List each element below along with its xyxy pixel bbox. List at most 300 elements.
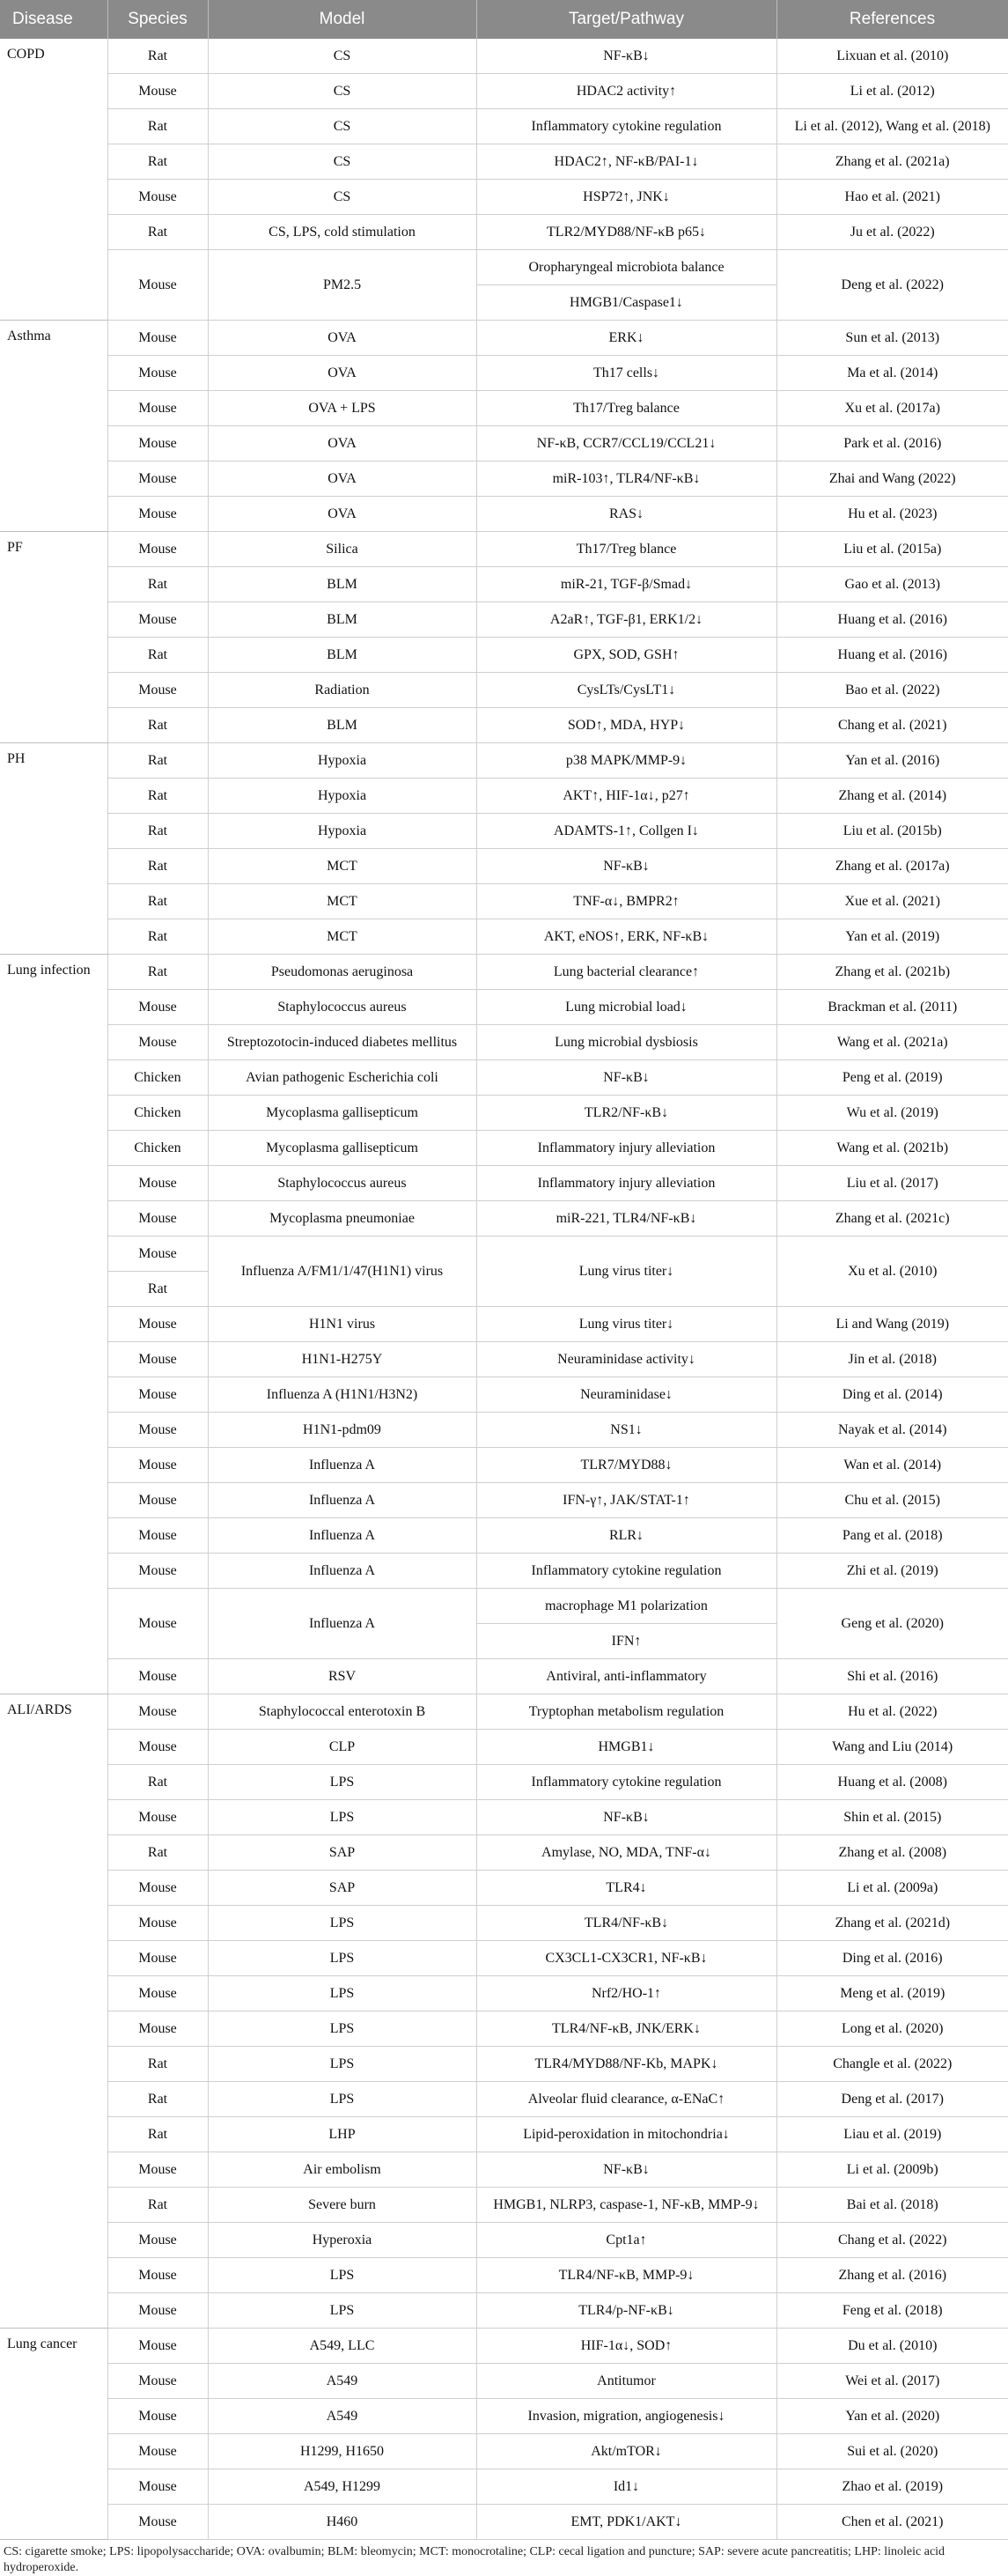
reference-cell: Zhang et al. (2014) — [776, 779, 1008, 814]
model-cell: Avian pathogenic Escherichia coli — [208, 1060, 476, 1096]
species-cell: Rat — [107, 2188, 208, 2223]
table-row — [0, 743, 1008, 779]
table-row — [0, 2188, 1008, 2223]
target-cell: HMGB1, NLRP3, caspase-1, NF-κB, MMP-9↓ — [476, 2188, 776, 2223]
table-row — [0, 532, 1008, 567]
model-cell: LPS — [208, 1941, 476, 1976]
table-row — [0, 391, 1008, 426]
species-cell: Mouse — [107, 1694, 208, 1730]
table-row — [0, 2469, 1008, 2505]
target-cell: HDAC2 activity↑ — [476, 74, 776, 109]
target-cell: IFN↑ — [476, 1624, 776, 1659]
target-cell: TLR4/NF-κB, JNK/ERK↓ — [476, 2011, 776, 2047]
model-cell: MCT — [208, 884, 476, 919]
target-cell: Neuraminidase↓ — [476, 1377, 776, 1413]
table-row — [0, 426, 1008, 461]
reference-cell: Meng et al. (2019) — [776, 1976, 1008, 2011]
reference-cell: Zhang et al. (2021a) — [776, 144, 1008, 180]
reference-cell: Chang et al. (2022) — [776, 2223, 1008, 2258]
target-cell: HMGB1/Caspase1↓ — [476, 285, 776, 321]
species-cell: Rat — [107, 215, 208, 250]
model-cell: BLM — [208, 602, 476, 638]
model-cell: CLP — [208, 1730, 476, 1765]
target-cell: EMT, PDK1/AKT↓ — [476, 2505, 776, 2540]
reference-cell: Zhao et al. (2019) — [776, 2469, 1008, 2505]
target-cell: A2aR↑, TGF-β1, ERK1/2↓ — [476, 602, 776, 638]
reference-cell: Shi et al. (2016) — [776, 1659, 1008, 1694]
target-cell: ERK↓ — [476, 321, 776, 356]
target-cell: Th17/Treg balance — [476, 391, 776, 426]
target-cell: NF-κB↓ — [476, 1800, 776, 1835]
model-cell: LPS — [208, 2082, 476, 2117]
target-cell: NF-κB↓ — [476, 2152, 776, 2188]
target-cell: Alveolar fluid clearance, α-ENaC↑ — [476, 2082, 776, 2117]
reference-cell: Zhang et al. (2017a) — [776, 849, 1008, 884]
table-row — [0, 2011, 1008, 2047]
reference-cell: Hu et al. (2023) — [776, 497, 1008, 532]
reference-cell: Li et al. (2009b) — [776, 2152, 1008, 2188]
reference-cell: Shin et al. (2015) — [776, 1800, 1008, 1835]
reference-cell: Huang et al. (2008) — [776, 1765, 1008, 1800]
species-cell: Rat — [107, 814, 208, 849]
species-cell: Mouse — [107, 2152, 208, 2188]
reference-cell: Zhang et al. (2021d) — [776, 1906, 1008, 1941]
species-cell: Mouse — [107, 1166, 208, 1201]
model-cell: H1299, H1650 — [208, 2434, 476, 2469]
species-cell: Mouse — [107, 1941, 208, 1976]
model-cell: Mycoplasma gallisepticum — [208, 1131, 476, 1166]
model-cell: Staphylococcal enterotoxin B — [208, 1694, 476, 1730]
target-cell: Inflammatory cytokine regulation — [476, 109, 776, 144]
species-cell: Mouse — [107, 1307, 208, 1342]
model-cell: Air embolism — [208, 2152, 476, 2188]
table-row — [0, 1025, 1008, 1060]
species-cell: Mouse — [107, 1589, 208, 1659]
model-cell: CS — [208, 180, 476, 215]
species-cell: Mouse — [107, 426, 208, 461]
model-cell: Influenza A — [208, 1554, 476, 1589]
target-cell: Lung microbial load↓ — [476, 990, 776, 1025]
table-row — [0, 2047, 1008, 2082]
table-row — [0, 215, 1008, 250]
model-cell: Influenza A — [208, 1448, 476, 1483]
target-cell: ADAMTS-1↑, Collgen I↓ — [476, 814, 776, 849]
species-cell: Mouse — [107, 74, 208, 109]
model-cell: A549 — [208, 2399, 476, 2434]
target-cell: Th17 cells↓ — [476, 356, 776, 391]
species-cell: Mouse — [107, 356, 208, 391]
reference-cell: Li et al. (2012), Wang et al. (2018) — [776, 109, 1008, 144]
species-cell: Mouse — [107, 1377, 208, 1413]
target-cell: Antitumor — [476, 2364, 776, 2399]
reference-cell: Ma et al. (2014) — [776, 356, 1008, 391]
model-cell: LPS — [208, 1976, 476, 2011]
species-cell: Mouse — [107, 180, 208, 215]
species-cell: Rat — [107, 2117, 208, 2152]
species-cell: Rat — [107, 1765, 208, 1800]
model-cell: BLM — [208, 638, 476, 673]
species-cell: Rat — [107, 1272, 208, 1307]
model-cell: Influenza A — [208, 1518, 476, 1554]
reference-cell: Wu et al. (2019) — [776, 1096, 1008, 1131]
table-row — [0, 2223, 1008, 2258]
species-cell: Rat — [107, 567, 208, 602]
disease-cell: ALI/ARDS — [0, 1694, 107, 2329]
table-row — [0, 2152, 1008, 2188]
table-row — [0, 2117, 1008, 2152]
species-cell: Mouse — [107, 1871, 208, 1906]
target-cell: Th17/Treg blance — [476, 532, 776, 567]
table-row — [0, 708, 1008, 743]
model-cell: SAP — [208, 1835, 476, 1871]
target-cell: Inflammatory cytokine regulation — [476, 1554, 776, 1589]
species-cell: Mouse — [107, 1659, 208, 1694]
reference-cell: Park et al. (2016) — [776, 426, 1008, 461]
target-cell: TLR4↓ — [476, 1871, 776, 1906]
table-row — [0, 1307, 1008, 1342]
reference-cell: Yan et al. (2019) — [776, 919, 1008, 955]
model-cell: Severe burn — [208, 2188, 476, 2223]
table-row — [0, 109, 1008, 144]
target-cell: Inflammatory injury alleviation — [476, 1131, 776, 1166]
table-row — [0, 1659, 1008, 1694]
table-row — [0, 638, 1008, 673]
species-cell: Rat — [107, 2047, 208, 2082]
table-row — [0, 1941, 1008, 1976]
table-row — [0, 144, 1008, 180]
table-row — [0, 180, 1008, 215]
model-cell: MCT — [208, 919, 476, 955]
model-cell: Staphylococcus aureus — [208, 1166, 476, 1201]
model-cell: Staphylococcus aureus — [208, 990, 476, 1025]
model-cell: Radiation — [208, 673, 476, 708]
model-cell: OVA + LPS — [208, 391, 476, 426]
reference-cell: Deng et al. (2017) — [776, 2082, 1008, 2117]
reference-cell: Hu et al. (2022) — [776, 1694, 1008, 1730]
target-cell: CX3CL1-CX3CR1, NF-κB↓ — [476, 1941, 776, 1976]
model-cell: H1N1-H275Y — [208, 1342, 476, 1377]
species-cell: Mouse — [107, 532, 208, 567]
model-cell: LHP — [208, 2117, 476, 2152]
model-cell: Streptozotocin-induced diabetes mellitus — [208, 1025, 476, 1060]
species-cell: Mouse — [107, 1800, 208, 1835]
table-row — [0, 1096, 1008, 1131]
model-cell: H460 — [208, 2505, 476, 2540]
target-cell: miR-221, TLR4/NF-κB↓ — [476, 1201, 776, 1236]
table-row — [0, 250, 1008, 285]
disease-cell: Lung cancer — [0, 2329, 107, 2540]
target-cell: HSP72↑, JNK↓ — [476, 180, 776, 215]
target-cell: HDAC2↑, NF-κB/PAI-1↓ — [476, 144, 776, 180]
species-cell: Rat — [107, 1835, 208, 1871]
model-cell: LPS — [208, 2011, 476, 2047]
model-cell: H1N1 virus — [208, 1307, 476, 1342]
target-cell: NF-κB↓ — [476, 849, 776, 884]
table-row — [0, 884, 1008, 919]
reference-cell: Zhai and Wang (2022) — [776, 461, 1008, 497]
model-cell: Influenza A (H1N1/H3N2) — [208, 1377, 476, 1413]
reference-cell: Ding et al. (2014) — [776, 1377, 1008, 1413]
reference-cell: Du et al. (2010) — [776, 2329, 1008, 2364]
table-row — [0, 1906, 1008, 1941]
target-cell: TLR4/NF-κB, MMP-9↓ — [476, 2258, 776, 2293]
model-cell: LPS — [208, 2258, 476, 2293]
reference-cell: Zhang et al. (2021c) — [776, 1201, 1008, 1236]
table-row — [0, 1483, 1008, 1518]
target-cell: TLR7/MYD88↓ — [476, 1448, 776, 1483]
species-cell: Rat — [107, 109, 208, 144]
target-cell: Amylase, NO, MDA, TNF-α↓ — [476, 1835, 776, 1871]
model-cell: Influenza A — [208, 1589, 476, 1659]
target-cell: TLR4/p-NF-κB↓ — [476, 2293, 776, 2329]
target-cell: Lipid-peroxidation in mitochondria↓ — [476, 2117, 776, 2152]
species-cell: Mouse — [107, 1518, 208, 1554]
reference-cell: Bao et al. (2022) — [776, 673, 1008, 708]
reference-cell: Huang et al. (2016) — [776, 638, 1008, 673]
reference-cell: Liu et al. (2015b) — [776, 814, 1008, 849]
model-cell: A549 — [208, 2364, 476, 2399]
model-cell: LPS — [208, 1906, 476, 1941]
target-cell: TLR2/MYD88/NF-κB p65↓ — [476, 215, 776, 250]
header-target: Target/Pathway — [476, 0, 776, 39]
target-cell: CysLTs/CysLT1↓ — [476, 673, 776, 708]
table-row — [0, 1377, 1008, 1413]
target-cell: GPX, SOD, GSH↑ — [476, 638, 776, 673]
target-cell: Inflammatory injury alleviation — [476, 1166, 776, 1201]
reference-cell: Yan et al. (2020) — [776, 2399, 1008, 2434]
table-row — [0, 567, 1008, 602]
model-cell: Hypoxia — [208, 779, 476, 814]
species-cell: Mouse — [107, 2434, 208, 2469]
species-cell: Mouse — [107, 250, 208, 321]
species-cell: Rat — [107, 919, 208, 955]
reference-cell: Bai et al. (2018) — [776, 2188, 1008, 2223]
species-cell: Mouse — [107, 2329, 208, 2364]
target-cell: macrophage M1 polarization — [476, 1589, 776, 1624]
disease-cell: PF — [0, 532, 107, 743]
reference-cell: Lixuan et al. (2010) — [776, 39, 1008, 74]
model-cell: H1N1-pdm09 — [208, 1413, 476, 1448]
target-cell: Tryptophan metabolism regulation — [476, 1694, 776, 1730]
target-cell: RAS↓ — [476, 497, 776, 532]
species-cell: Chicken — [107, 1131, 208, 1166]
model-cell: Mycoplasma gallisepticum — [208, 1096, 476, 1131]
table-row — [0, 1342, 1008, 1377]
target-cell: NS1↓ — [476, 1413, 776, 1448]
species-cell: Mouse — [107, 1342, 208, 1377]
reference-cell: Chu et al. (2015) — [776, 1483, 1008, 1518]
table-row — [0, 1201, 1008, 1236]
model-cell: Hyperoxia — [208, 2223, 476, 2258]
table-row — [0, 1765, 1008, 1800]
header-references: References — [776, 0, 1008, 39]
species-cell: Mouse — [107, 1730, 208, 1765]
model-cell: Hypoxia — [208, 743, 476, 779]
target-cell: NF-κB↓ — [476, 39, 776, 74]
model-cell: Pseudomonas aeruginosa — [208, 955, 476, 990]
model-cell: BLM — [208, 708, 476, 743]
target-cell: Lung microbial dysbiosis — [476, 1025, 776, 1060]
table-row — [0, 2258, 1008, 2293]
species-cell: Mouse — [107, 2293, 208, 2329]
reference-cell: Liau et al. (2019) — [776, 2117, 1008, 2152]
target-cell: AKT↑, HIF-1α↓, p27↑ — [476, 779, 776, 814]
model-cell: LPS — [208, 1800, 476, 1835]
target-cell: Cpt1a↑ — [476, 2223, 776, 2258]
species-cell: Rat — [107, 144, 208, 180]
table-row — [0, 673, 1008, 708]
species-cell: Rat — [107, 638, 208, 673]
reference-cell: Wang and Liu (2014) — [776, 1730, 1008, 1765]
model-cell: CS, LPS, cold stimulation — [208, 215, 476, 250]
reference-cell: Liu et al. (2017) — [776, 1166, 1008, 1201]
reference-cell: Liu et al. (2015a) — [776, 532, 1008, 567]
model-cell: LPS — [208, 2047, 476, 2082]
table-row — [0, 1413, 1008, 1448]
target-cell: Inflammatory cytokine regulation — [476, 1765, 776, 1800]
model-cell: Hypoxia — [208, 814, 476, 849]
target-cell: NF-κB, CCR7/CCL19/CCL21↓ — [476, 426, 776, 461]
model-cell: PM2.5 — [208, 250, 476, 321]
species-cell: Chicken — [107, 1060, 208, 1096]
reference-cell: Wang et al. (2021b) — [776, 1131, 1008, 1166]
species-cell: Mouse — [107, 673, 208, 708]
model-cell: BLM — [208, 567, 476, 602]
species-cell: Rat — [107, 743, 208, 779]
target-cell: Lung virus titer↓ — [476, 1307, 776, 1342]
table-row — [0, 2082, 1008, 2117]
species-cell: Mouse — [107, 321, 208, 356]
species-cell: Mouse — [107, 602, 208, 638]
target-cell: Antiviral, anti-inflammatory — [476, 1659, 776, 1694]
target-cell: Lung bacterial clearance↑ — [476, 955, 776, 990]
reference-cell: Feng et al. (2018) — [776, 2293, 1008, 2329]
species-cell: Mouse — [107, 2469, 208, 2505]
target-cell: Akt/mTOR↓ — [476, 2434, 776, 2469]
table-row — [0, 2505, 1008, 2540]
reference-cell: Ding et al. (2016) — [776, 1941, 1008, 1976]
table-footnote: CS: cigarette smoke; LPS: lipopolysaccharide; OVA: ovalbumin; BLM: bleomycin; MCT: monocrotaline; CLP: cecal ligation and puncture; SAP: severe acute pancreatitis; LHP: linoleic acid hydroperoxide. — [4, 2545, 945, 2574]
table-row — [0, 461, 1008, 497]
reference-cell: Deng et al. (2022) — [776, 250, 1008, 321]
model-cell: OVA — [208, 497, 476, 532]
species-cell: Mouse — [107, 1025, 208, 1060]
model-cell: CS — [208, 109, 476, 144]
target-cell: TLR4/MYD88/NF-Kb, MAPK↓ — [476, 2047, 776, 2082]
table-row — [0, 849, 1008, 884]
reference-cell: Zhang et al. (2016) — [776, 2258, 1008, 2293]
reference-cell: Zhang et al. (2008) — [776, 1835, 1008, 1871]
model-cell: LPS — [208, 1765, 476, 1800]
species-cell: Mouse — [107, 2011, 208, 2047]
table-row — [0, 1518, 1008, 1554]
target-cell: TNF-α↓, BMPR2↑ — [476, 884, 776, 919]
species-cell: Mouse — [107, 2399, 208, 2434]
target-cell: TLR2/NF-κB↓ — [476, 1096, 776, 1131]
target-cell: AKT, eNOS↑, ERK, NF-κB↓ — [476, 919, 776, 955]
table-row — [0, 1554, 1008, 1589]
table-row — [0, 814, 1008, 849]
model-cell: CS — [208, 39, 476, 74]
species-cell: Mouse — [107, 497, 208, 532]
model-cell: OVA — [208, 321, 476, 356]
model-cell: Influenza A/FM1/1/47(H1N1) virus — [208, 1236, 476, 1307]
table-row — [0, 1236, 1008, 1272]
reference-cell: Yan et al. (2016) — [776, 743, 1008, 779]
species-cell: Mouse — [107, 1554, 208, 1589]
table-row — [0, 1730, 1008, 1765]
table-row — [0, 2293, 1008, 2329]
species-cell: Rat — [107, 39, 208, 74]
reference-cell: Zhi et al. (2019) — [776, 1554, 1008, 1589]
reference-cell: Li et al. (2012) — [776, 74, 1008, 109]
target-cell: NF-κB↓ — [476, 1060, 776, 1096]
target-cell: miR-103↑, TLR4/NF-κB↓ — [476, 461, 776, 497]
target-cell: RLR↓ — [476, 1518, 776, 1554]
species-cell: Mouse — [107, 2258, 208, 2293]
model-cell: OVA — [208, 356, 476, 391]
target-cell: Neuraminidase activity↓ — [476, 1342, 776, 1377]
species-cell: Mouse — [107, 1201, 208, 1236]
disease-cell: PH — [0, 743, 107, 955]
table-row — [0, 1131, 1008, 1166]
table-row — [0, 497, 1008, 532]
reference-cell: Li and Wang (2019) — [776, 1307, 1008, 1342]
reference-cell: Sun et al. (2013) — [776, 321, 1008, 356]
reference-cell: Nayak et al. (2014) — [776, 1413, 1008, 1448]
reference-cell: Ju et al. (2022) — [776, 215, 1008, 250]
header-model: Model — [208, 0, 476, 39]
reference-cell: Brackman et al. (2011) — [776, 990, 1008, 1025]
species-cell: Mouse — [107, 2223, 208, 2258]
target-cell: SOD↑, MDA, HYP↓ — [476, 708, 776, 743]
species-cell: Rat — [107, 849, 208, 884]
table-row — [0, 1800, 1008, 1835]
disease-cell: Asthma — [0, 321, 107, 532]
table-row — [0, 990, 1008, 1025]
reference-cell: Changle et al. (2022) — [776, 2047, 1008, 2082]
table-row — [0, 1976, 1008, 2011]
species-cell: Rat — [107, 955, 208, 990]
reference-cell: Hao et al. (2021) — [776, 180, 1008, 215]
reference-cell: Huang et al. (2016) — [776, 602, 1008, 638]
disease-cell: COPD — [0, 39, 107, 321]
reference-cell: Wan et al. (2014) — [776, 1448, 1008, 1483]
reference-cell: Xu et al. (2010) — [776, 1236, 1008, 1307]
reference-cell: Jin et al. (2018) — [776, 1342, 1008, 1377]
reference-cell: Xue et al. (2021) — [776, 884, 1008, 919]
table-row — [0, 1835, 1008, 1871]
table-row — [0, 919, 1008, 955]
species-cell: Rat — [107, 708, 208, 743]
table-row — [0, 74, 1008, 109]
model-cell: A549, H1299 — [208, 2469, 476, 2505]
table-body — [0, 39, 1008, 2540]
model-cell: Influenza A — [208, 1483, 476, 1518]
reference-cell: Wei et al. (2017) — [776, 2364, 1008, 2399]
species-cell: Rat — [107, 2082, 208, 2117]
model-cell: A549, LLC — [208, 2329, 476, 2364]
reference-cell: Li et al. (2009a) — [776, 1871, 1008, 1906]
reference-cell: Long et al. (2020) — [776, 2011, 1008, 2047]
target-cell: p38 MAPK/MMP-9↓ — [476, 743, 776, 779]
disease-cell: Lung infection — [0, 955, 107, 1694]
target-cell: HMGB1↓ — [476, 1730, 776, 1765]
model-cell: MCT — [208, 849, 476, 884]
table-row — [0, 321, 1008, 356]
target-cell: TLR4/NF-κB↓ — [476, 1906, 776, 1941]
table-row — [0, 1589, 1008, 1624]
